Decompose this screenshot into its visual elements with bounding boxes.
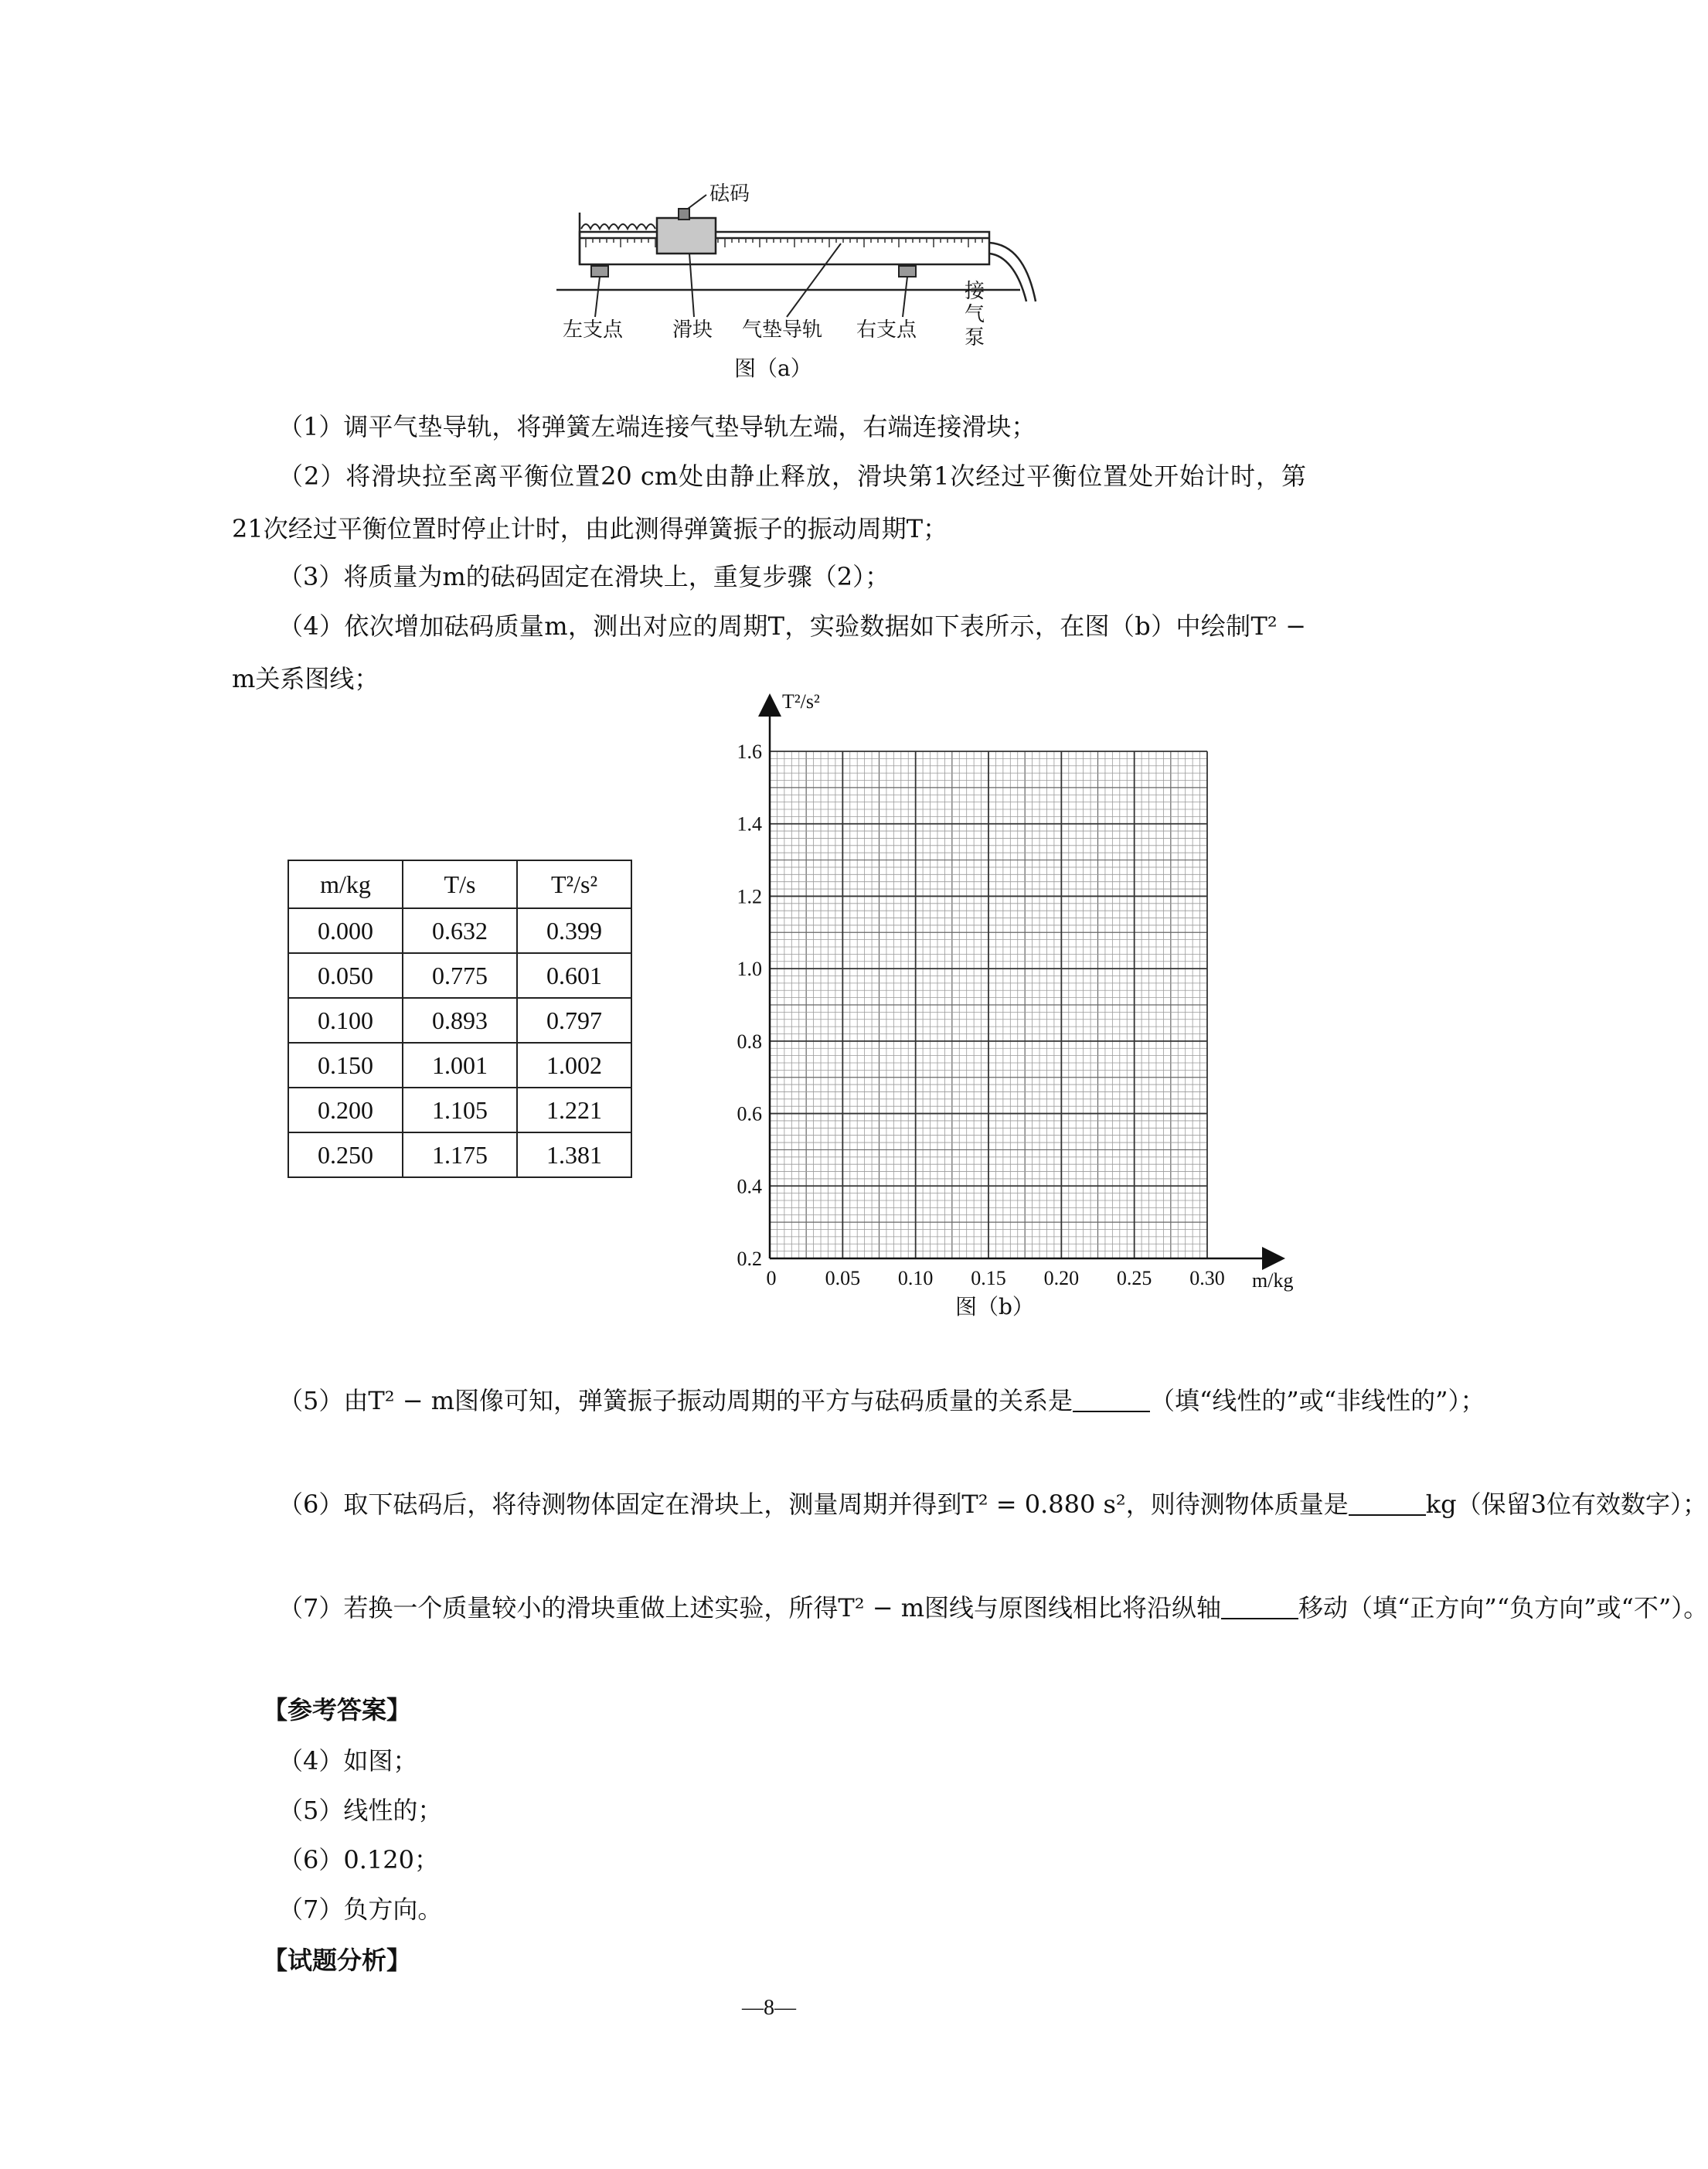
x-tick-label: 0.10 xyxy=(897,1267,934,1289)
table-cell: 1.001 xyxy=(403,1043,517,1088)
table-cell: 0.601 xyxy=(517,953,631,998)
x-tick-label: 0.25 xyxy=(1116,1267,1152,1289)
answer-item-6: （6）0.120； xyxy=(278,1845,439,1874)
table-header-t: T/s xyxy=(403,860,517,908)
table-cell: 1.221 xyxy=(517,1088,631,1132)
question-7 xyxy=(278,1591,1708,1625)
table-header-t2: T²/s² xyxy=(517,860,631,908)
question-6-text-a: （6）取下砝码后，将待测物体固定在滑块上，测量周期并得到T² = 0.880 s²，则待测物体质量是 xyxy=(278,1490,1349,1519)
question-5-text-a: （5）由T² − m图像可知，弹簧振子振动周期的平方与砝码质量的关系是 xyxy=(278,1386,1073,1415)
x-tick-label: 0.20 xyxy=(1043,1267,1080,1289)
spring xyxy=(581,224,655,229)
x-tick-label: 0 xyxy=(766,1267,777,1289)
ruler-ticks xyxy=(586,238,982,247)
y-tick-label: 1.6 xyxy=(737,741,762,763)
question-7-text-b: 移动（填“正方向”“负方向”或“不”）。 xyxy=(1298,1593,1708,1622)
label-slider: 滑块 xyxy=(672,318,713,342)
step-2: （2）将滑块拉至离平衡位置20 cm处由静止释放，滑块第1次经过平衡位置处开始计时，第21次经过平衡位置时停止计时，由此测得弹簧振子的振动周期T； xyxy=(232,461,1306,543)
step-4: （4）依次增加砝码质量m，测出对应的周期T，实验数据如下表所示，在图（b）中绘制T² − m关系图线； xyxy=(232,611,1306,693)
table-cell: 0.797 xyxy=(517,998,631,1043)
x-tick-label: 0.30 xyxy=(1189,1267,1225,1289)
right-support xyxy=(899,266,916,277)
label-right-support: 右支点 xyxy=(856,318,917,342)
table-header-m: m/kg xyxy=(288,860,403,908)
x-tick-label: 0.15 xyxy=(971,1267,1006,1289)
data-table xyxy=(288,860,632,1178)
table-cell: 0.000 xyxy=(288,908,403,953)
table-row xyxy=(288,953,631,998)
table-cell: 0.893 xyxy=(403,998,517,1043)
table-cell: 0.775 xyxy=(403,953,517,998)
table-cell: 1.105 xyxy=(403,1088,517,1132)
table-row xyxy=(288,998,631,1043)
table-cell: 1.002 xyxy=(517,1043,631,1088)
table-cell: 0.150 xyxy=(288,1043,403,1088)
label-left-support: 左支点 xyxy=(563,318,624,342)
question-5 xyxy=(278,1384,1485,1418)
table-row xyxy=(288,1043,631,1088)
y-tick-label: 1.2 xyxy=(737,885,762,908)
table-header-row xyxy=(288,860,631,908)
y-tick-label: 0.2 xyxy=(737,1248,762,1270)
answer-blank-7[interactable] xyxy=(1221,1595,1298,1619)
table-row xyxy=(288,1132,631,1177)
table-cell: 0.632 xyxy=(403,908,517,953)
y-tick-label: 0.6 xyxy=(737,1102,762,1125)
table-row xyxy=(288,1088,631,1132)
analysis-heading: 【试题分析】 xyxy=(263,1946,412,1975)
table-cell: 0.050 xyxy=(288,953,403,998)
x-tick-label: 0.05 xyxy=(825,1267,861,1289)
answer-item-7: （7）负方向。 xyxy=(278,1895,443,1924)
page-number: —8— xyxy=(742,1996,796,2020)
figure-b-caption: 图（b） xyxy=(955,1294,1034,1319)
y-tick-label: 0.8 xyxy=(737,1030,762,1053)
question-5-text-b: （填“线性的”或“非线性的”）； xyxy=(1150,1386,1485,1415)
step-1: （1）调平气垫导轨，将弹簧左端连接气垫导轨左端，右端连接滑块； xyxy=(278,412,1036,441)
label-pump-1: 接 xyxy=(965,280,985,303)
figure-b-chart xyxy=(711,686,1329,1305)
table-cell: 0.200 xyxy=(288,1088,403,1132)
table-cell: 1.175 xyxy=(403,1132,517,1177)
answers-heading: 【参考答案】 xyxy=(263,1695,412,1725)
question-7-text-a: （7）若换一个质量较小的滑块重做上述实验，所得T² − m图线与原图线相比将沿纵轴 xyxy=(278,1593,1222,1622)
slider-block xyxy=(657,218,716,254)
answer-item-5: （5）线性的； xyxy=(278,1796,443,1825)
table-cell: 0.250 xyxy=(288,1132,403,1177)
answer-blank-5[interactable] xyxy=(1073,1388,1150,1412)
x-axis-label: m/kg xyxy=(1252,1269,1294,1292)
label-rail: 气垫导轨 xyxy=(742,318,823,342)
answer-blank-6[interactable] xyxy=(1349,1491,1426,1516)
weight xyxy=(679,209,689,220)
question-6-text-b: kg（保留3位有效数字）； xyxy=(1425,1490,1707,1519)
question-6 xyxy=(278,1487,1707,1521)
table-cell: 0.100 xyxy=(288,998,403,1043)
y-axis-label: T²/s² xyxy=(782,690,820,713)
step-3: （3）将质量为m的砝码固定在滑块上，重复步骤（2）； xyxy=(278,562,890,591)
table-cell: 1.381 xyxy=(517,1132,631,1177)
label-weight: 砝码 xyxy=(709,182,750,206)
left-support xyxy=(591,266,608,277)
y-tick-label: 0.4 xyxy=(737,1175,762,1198)
label-pump-2: 气 xyxy=(965,303,985,326)
answer-item-4: （4）如图； xyxy=(278,1746,418,1776)
figure-a-caption: 图（a） xyxy=(734,356,812,381)
label-pump-3: 泵 xyxy=(965,326,985,349)
table-cell: 0.399 xyxy=(517,908,631,953)
y-tick-label: 1.4 xyxy=(737,812,762,836)
y-tick-label: 1.0 xyxy=(737,958,762,981)
table-row xyxy=(288,908,631,953)
